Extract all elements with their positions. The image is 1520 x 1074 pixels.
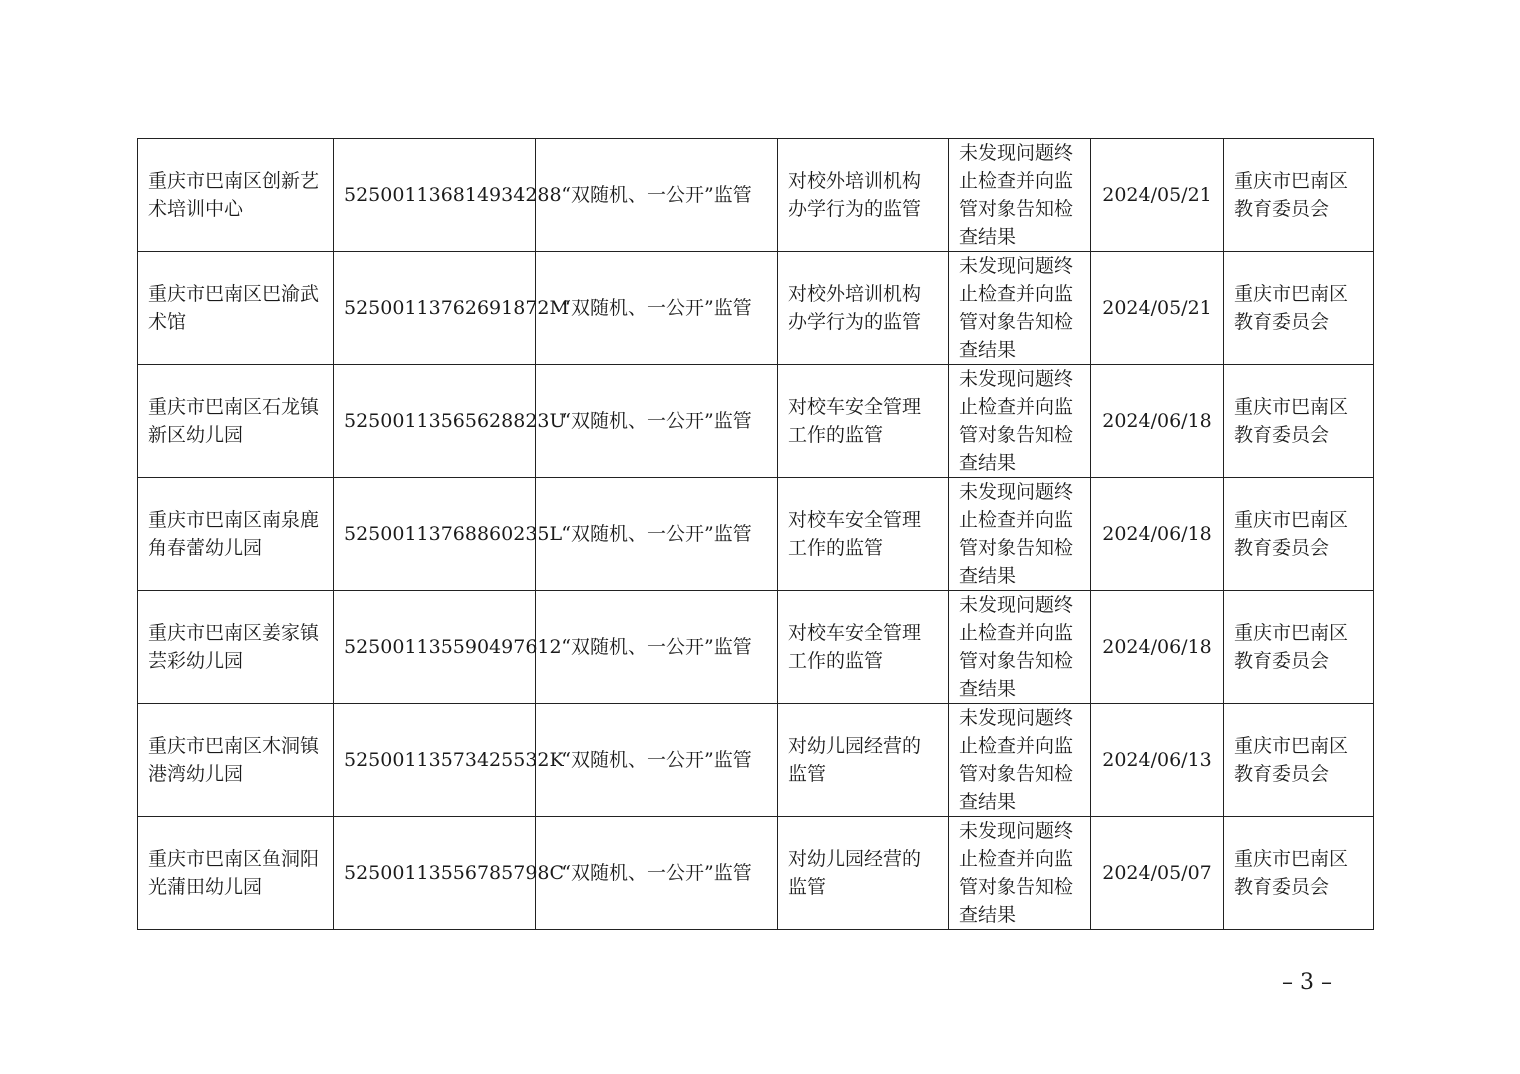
inspection-date-cell: 2024/05/21 [1091, 252, 1224, 365]
entity-name-cell: 重庆市巴南区巴渝武术馆 [138, 252, 334, 365]
credit-code-cell: 52500113573425532K [334, 704, 536, 817]
inspection-type-cell: “双随机、一公开”监管 [536, 252, 778, 365]
table-row [138, 591, 1374, 704]
inspection-result-cell: 未发现问题终止检查并向监管对象告知检查结果 [949, 252, 1091, 365]
table-row [138, 704, 1374, 817]
inspection-result-cell: 未发现问题终止检查并向监管对象告知检查结果 [949, 817, 1091, 930]
credit-code-cell: 52500113565628823U [334, 365, 536, 478]
inspection-date-cell: 2024/05/21 [1091, 139, 1224, 252]
entity-name-cell: 重庆市巴南区木洞镇港湾幼儿园 [138, 704, 334, 817]
table-row [138, 252, 1374, 365]
inspection-type-cell: “双随机、一公开”监管 [536, 139, 778, 252]
inspection-date-cell: 2024/06/13 [1091, 704, 1224, 817]
entity-name-cell: 重庆市巴南区创新艺术培训中心 [138, 139, 334, 252]
inspection-item-cell: 对校车安全管理工作的监管 [778, 591, 949, 704]
table-row [138, 139, 1374, 252]
credit-code-cell: 52500113762691872M [334, 252, 536, 365]
inspection-item-cell: 对校车安全管理工作的监管 [778, 478, 949, 591]
table-row [138, 817, 1374, 930]
inspecting-department-cell: 重庆市巴南区教育委员会 [1224, 365, 1374, 478]
inspection-type-cell: “双随机、一公开”监管 [536, 365, 778, 478]
inspection-result-cell: 未发现问题终止检查并向监管对象告知检查结果 [949, 591, 1091, 704]
inspection-item-cell: 对幼儿园经营的监管 [778, 817, 949, 930]
inspection-date-cell: 2024/06/18 [1091, 591, 1224, 704]
credit-code-cell: 525001135590497612 [334, 591, 536, 704]
entity-name-cell: 重庆市巴南区鱼洞阳光蒲田幼儿园 [138, 817, 334, 930]
inspecting-department-cell: 重庆市巴南区教育委员会 [1224, 591, 1374, 704]
inspection-result-cell: 未发现问题终止检查并向监管对象告知检查结果 [949, 478, 1091, 591]
inspection-item-cell: 对校外培训机构办学行为的监管 [778, 139, 949, 252]
inspection-result-cell: 未发现问题终止检查并向监管对象告知检查结果 [949, 139, 1091, 252]
inspection-item-cell: 对幼儿园经营的监管 [778, 704, 949, 817]
inspection-date-cell: 2024/05/07 [1091, 817, 1224, 930]
inspecting-department-cell: 重庆市巴南区教育委员会 [1224, 704, 1374, 817]
inspection-type-cell: “双随机、一公开”监管 [536, 478, 778, 591]
inspection-date-cell: 2024/06/18 [1091, 478, 1224, 591]
inspecting-department-cell: 重庆市巴南区教育委员会 [1224, 252, 1374, 365]
inspecting-department-cell: 重庆市巴南区教育委员会 [1224, 817, 1374, 930]
inspection-result-cell: 未发现问题终止检查并向监管对象告知检查结果 [949, 704, 1091, 817]
credit-code-cell: 52500113768860235L [334, 478, 536, 591]
inspection-type-cell: “双随机、一公开”监管 [536, 591, 778, 704]
table-row [138, 365, 1374, 478]
credit-code-cell: 525001136814934288 [334, 139, 536, 252]
credit-code-cell: 52500113556785798C [334, 817, 536, 930]
table-row [138, 478, 1374, 591]
inspection-date-cell: 2024/06/18 [1091, 365, 1224, 478]
inspection-type-cell: “双随机、一公开”监管 [536, 817, 778, 930]
inspection-records-table [137, 138, 1374, 930]
inspection-item-cell: 对校外培训机构办学行为的监管 [778, 252, 949, 365]
entity-name-cell: 重庆市巴南区石龙镇新区幼儿园 [138, 365, 334, 478]
inspection-result-cell: 未发现问题终止检查并向监管对象告知检查结果 [949, 365, 1091, 478]
inspection-item-cell: 对校车安全管理工作的监管 [778, 365, 949, 478]
page-number: – 3 – [1282, 970, 1332, 995]
inspection-type-cell: “双随机、一公开”监管 [536, 704, 778, 817]
table-body [138, 139, 1374, 930]
inspecting-department-cell: 重庆市巴南区教育委员会 [1224, 139, 1374, 252]
inspecting-department-cell: 重庆市巴南区教育委员会 [1224, 478, 1374, 591]
entity-name-cell: 重庆市巴南区姜家镇芸彩幼儿园 [138, 591, 334, 704]
entity-name-cell: 重庆市巴南区南泉鹿角春蕾幼儿园 [138, 478, 334, 591]
